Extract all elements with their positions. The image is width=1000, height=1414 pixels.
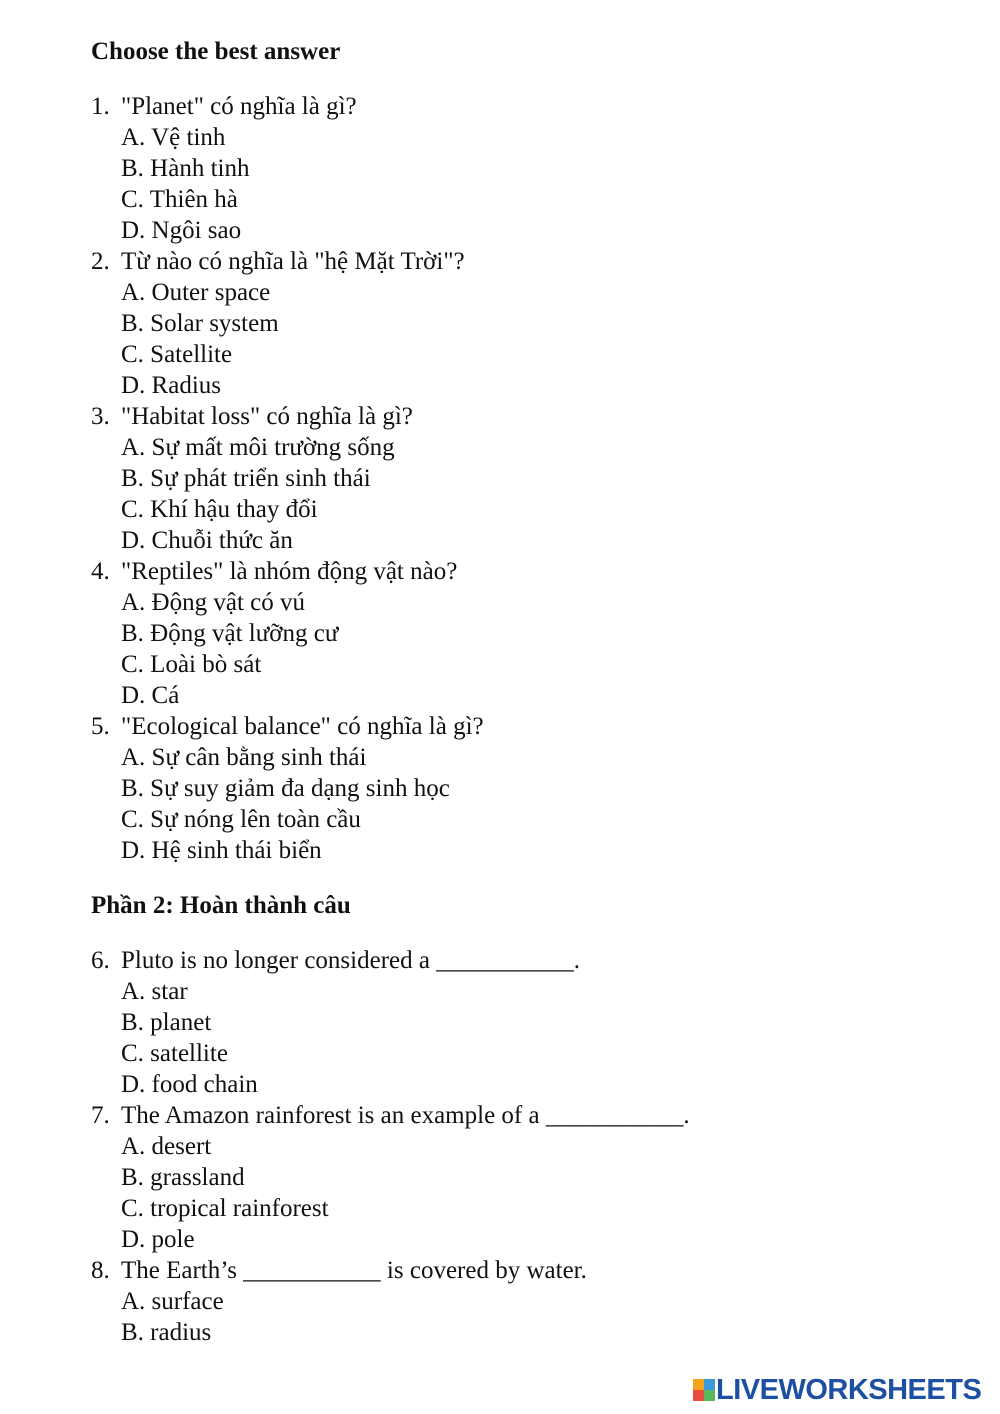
question-text: Pluto is no longer considered a ___________. [121,947,580,974]
question-line [91,1255,971,1286]
liveworksheets-logo [693,1372,981,1408]
section2-title: Phần 2: Hoàn thành câu [91,892,351,919]
answer-option: B. Sự suy giảm đa dạng sinh học [121,775,450,802]
logo-text: LIVEWORKSHEETS [716,1374,982,1406]
answer-option: C. Satellite [121,341,233,368]
question-item [91,711,971,866]
answer-option: D. Chuỗi thức ăn [121,527,293,554]
question-number: 8. [91,1257,110,1284]
answer-option: C. Loài bò sát [121,651,262,678]
question-number: 2. [91,248,110,275]
answer-option: B. grassland [121,1164,245,1191]
question-line [91,91,971,122]
question-item [91,91,971,246]
question-number: 3. [91,403,110,430]
answer-option: D. Radius [121,372,221,399]
answer-option: D. Cá [121,682,180,709]
answer-option: A. surface [121,1288,224,1315]
question-number: 5. [91,713,110,740]
question-text: "Reptiles" là nhóm động vật nào? [121,558,458,585]
question-line [91,1100,971,1131]
question-line [91,556,971,587]
answer-option: B. Hành tinh [121,155,250,182]
question-number: 7. [91,1102,110,1129]
question-text: "Ecological balance" có nghĩa là gì? [121,713,484,740]
answer-option: C. satellite [121,1040,228,1067]
question-number: 6. [91,947,110,974]
answer-option: A. star [121,978,188,1005]
answer-option: A. Động vật có vú [121,589,305,616]
question-number: 4. [91,558,110,585]
answer-option: D. Hệ sinh thái biển [121,837,322,864]
question-text: The Earth’s ___________ is covered by water. [121,1257,587,1284]
section1-title: Choose the best answer [91,38,341,65]
question-line [91,246,971,277]
logo-tile-2 [704,1379,715,1390]
answer-option: C. Khí hậu thay đổi [121,496,318,523]
answer-option: D. Ngôi sao [121,217,242,244]
answer-option: B. radius [121,1319,212,1346]
answer-option: C. Sự nóng lên toàn cầu [121,806,361,833]
question-item [91,401,971,556]
question-item [91,945,971,1100]
question-number: 1. [91,93,110,120]
answer-option: D. pole [121,1226,195,1253]
answer-option: B. planet [121,1009,212,1036]
question-line [91,945,971,976]
section2-questions [91,945,971,1348]
question-item [91,1255,971,1348]
logo-tile-1 [693,1379,704,1390]
answer-option: D. food chain [121,1071,258,1098]
question-line [91,401,971,432]
answer-option: B. Solar system [121,310,279,337]
question-item [91,1100,971,1255]
logo-icon [693,1379,715,1401]
answer-option: B. Động vật lưỡng cư [121,620,339,647]
question-text: "Planet" có nghĩa là gì? [121,93,357,120]
answer-option: A. Sự mất môi trường sống [121,434,395,461]
answer-option: A. Outer space [121,279,271,306]
question-text: "Habitat loss" có nghĩa là gì? [121,403,413,430]
question-line [91,711,971,742]
answer-option: C. tropical rainforest [121,1195,329,1222]
answer-option: C. Thiên hà [121,186,238,213]
answer-option: A. Vệ tinh [121,124,226,151]
worksheet-page [91,36,971,1348]
question-text: Từ nào có nghĩa là "hệ Mặt Trời"? [121,248,465,275]
question-text: The Amazon rainforest is an example of a ___________. [121,1102,690,1129]
answer-option: A. Sự cân bằng sinh thái [121,744,367,771]
answer-option: B. Sự phát triển sinh thái [121,465,371,492]
section1-questions [91,91,971,866]
logo-tile-4 [704,1390,715,1401]
answer-option: A. desert [121,1133,212,1160]
question-item [91,556,971,711]
logo-tile-3 [693,1390,704,1401]
question-item [91,246,971,401]
